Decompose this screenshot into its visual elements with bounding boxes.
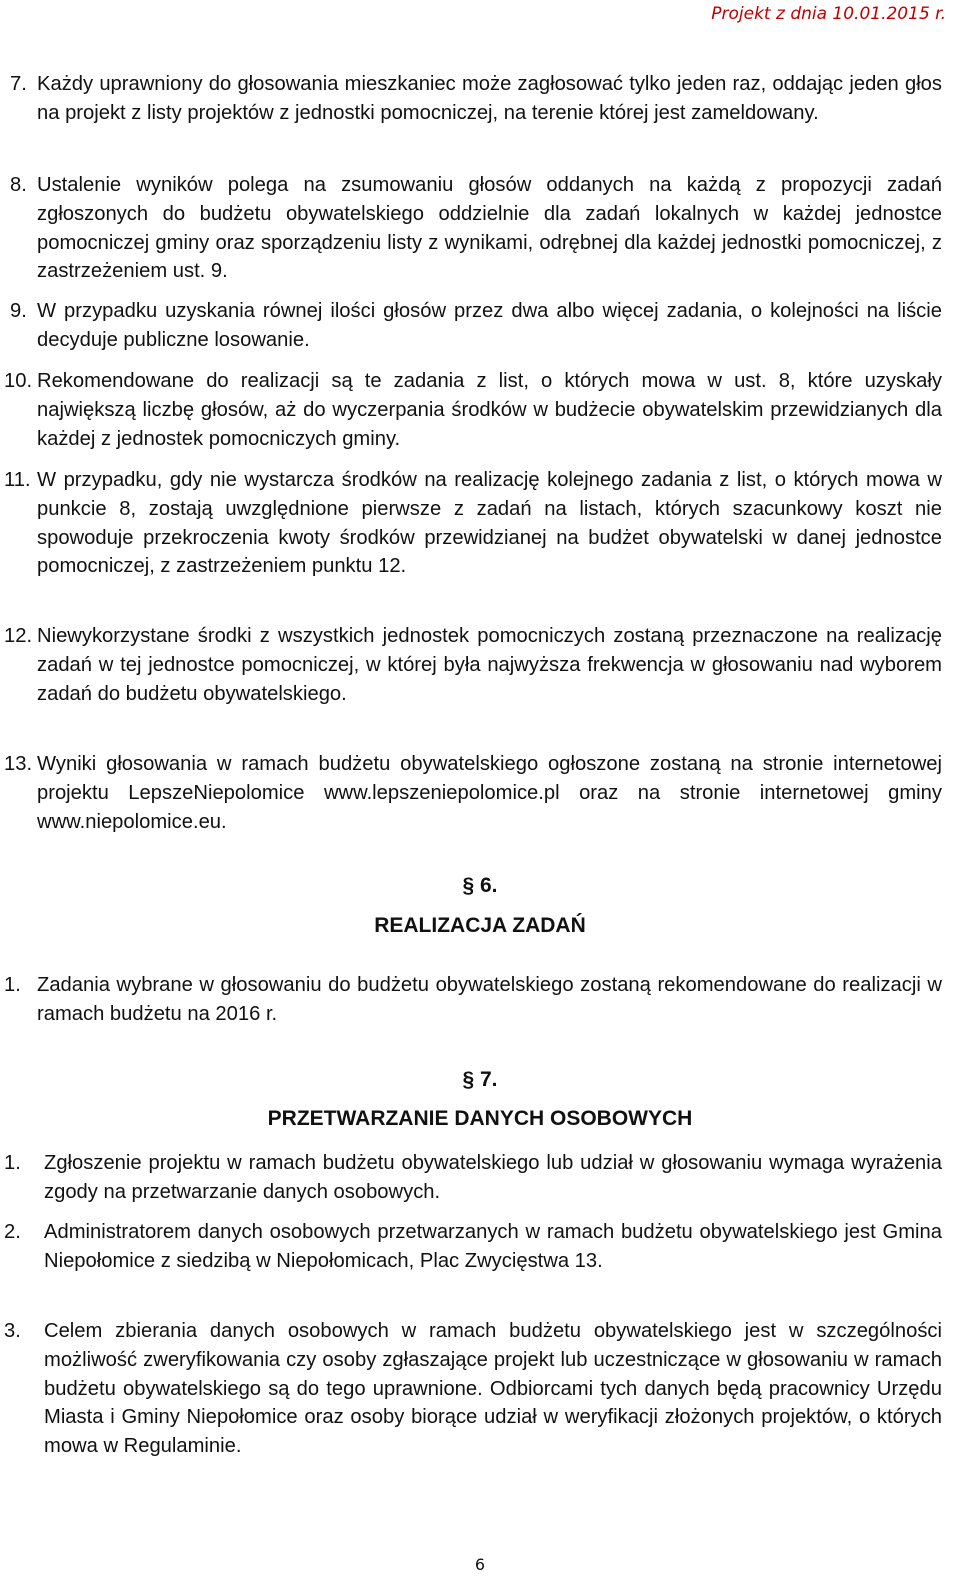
- item-text: Każdy uprawniony do głosowania mieszkaniec może zagłosować tylko jeden raz, oddając jeden głos na projekt z listy projektów z jednostki pomocniczej, na terenie której jest zameldowany.: [37, 73, 942, 124]
- section-sign: § 7.: [462, 1068, 498, 1091]
- list-item: [10, 297, 942, 355]
- list-item: [10, 70, 942, 128]
- document-header-date: Projekt z dnia 10.01.2015 r.: [711, 4, 946, 24]
- list-item: [4, 466, 942, 581]
- item-text: Ustalenie wyników polega na zsumowaniu głosów oddanych na każdą z propozycji zadań zgłoszonych do budżetu obywatelskiego oddzielnie dla zadań lokalnych w każdej jednostce pomocniczej gminy oraz sporządzeniu listy z wynikami, odrębnej dla każdej jednostki pomocniczej, z zastrzeżeniem ust. 9.: [37, 174, 942, 283]
- item-text: Niewykorzystane środki z wszystkich jednostek pomocniczych zostaną przeznaczone na realizację zadań w tej jednostce pomocniczej, w której była najwyższa frekwencja w głosowaniu nad wyborem zadań do budżetu obywatelskiego.: [37, 625, 942, 705]
- item-number: 11.: [4, 469, 31, 491]
- list-item: [4, 971, 942, 1029]
- list-item: [4, 622, 942, 708]
- section-sign: § 6.: [462, 874, 498, 897]
- item-number: 1.: [4, 974, 21, 996]
- list-item: [4, 367, 942, 453]
- item-number: 3.: [4, 1320, 21, 1342]
- item-number: 2.: [4, 1221, 21, 1243]
- item-number: 7.: [10, 73, 27, 95]
- item-text: W przypadku, gdy nie wystarcza środków na realizację kolejnego zadania z list, o których mowa w punkcie 8, zostają uwzględnione pierwsze z zadań na listach, których szacunkowy koszt nie spowoduje przekroczenia kwoty środków przewidzianej na budżet obywatelski w danej jednostce pomocniczej, z zastrzeżeniem punktu 12.: [37, 469, 942, 578]
- item-number: 10.: [4, 370, 33, 392]
- page-number: 6: [474, 1555, 486, 1574]
- list-item: [4, 750, 942, 836]
- item-text: Celem zbierania danych osobowych w ramach budżetu obywatelskiego jest w szczególności możliwość zweryfikowania czy osoby zgłaszające projekt lub uczestniczące w głosowaniu w ramach budżetu obywatelskiego są do tego uprawnione. Odbiorcami tych danych będą pracownicy Urzędu Miasta i Gminy Niepołomice oraz osoby biorące udział w weryfikacji złożonych projektów, o których mowa w Regulaminie.: [44, 1320, 942, 1458]
- list-item: [10, 171, 942, 286]
- item-text: Wyniki głosowania w ramach budżetu obywatelskiego ogłoszone zostaną na stronie internetowej projektu LepszeNiepolomice www.lepszeniepolomice.pl oraz na stronie internetowej gminy www.niepolomice.eu.: [37, 753, 942, 833]
- section-title: REALIZACJA ZADAŃ: [374, 914, 586, 937]
- item-text: Rekomendowane do realizacji są te zadania z list, o których mowa w ust. 8, które uzyskały największą liczbę głosów, aż do wyczerpania środków w budżecie obywatelskim przewidzianych dla każdej z jednostek pomocniczych gminy.: [37, 370, 942, 450]
- list-item: [4, 1149, 942, 1207]
- item-text: Zadania wybrane w głosowaniu do budżetu obywatelskiego zostaną rekomendowane do realizacji w ramach budżetu na 2016 r.: [37, 974, 942, 1025]
- item-number: 9.: [10, 300, 27, 322]
- list-item: [4, 1317, 942, 1461]
- item-text: Administratorem danych osobowych przetwarzanych w ramach budżetu obywatelskiego jest Gmina Niepołomice z siedzibą w Niepołomicach, Plac Zwycięstwa 13.: [44, 1221, 942, 1272]
- item-number: 1.: [4, 1152, 21, 1174]
- list-item: [4, 1218, 942, 1276]
- section-title: PRZETWARZANIE DANYCH OSOBOWYCH: [267, 1107, 693, 1130]
- item-number: 8.: [10, 174, 27, 196]
- item-text: Zgłoszenie projektu w ramach budżetu obywatelskiego lub udział w głosowaniu wymaga wyrażenia zgody na przetwarzanie danych osobowych.: [44, 1152, 942, 1203]
- item-number: 12.: [4, 625, 33, 647]
- item-number: 13.: [4, 753, 33, 775]
- item-text: W przypadku uzyskania równej ilości głosów przez dwa albo więcej zadania, o kolejności na liście decyduje publiczne losowanie.: [37, 300, 942, 351]
